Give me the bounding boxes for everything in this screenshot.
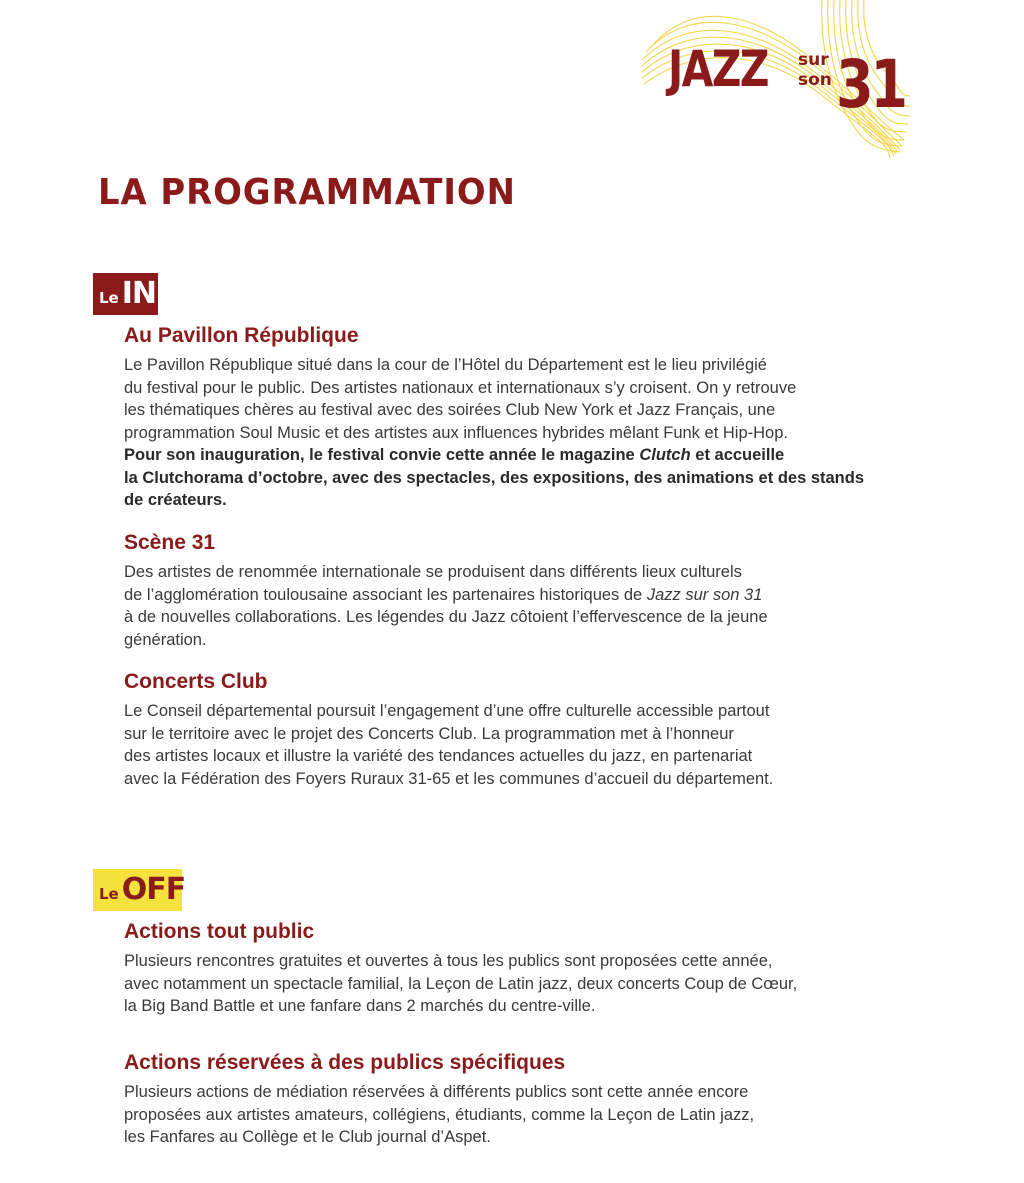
bold-text: et accueille [695, 446, 785, 464]
page-title: LA PROGRAMMATION [98, 172, 516, 213]
body-line: du festival pour le public. Des artistes nationaux et internationaux s’y croisent. On y retrouve [124, 378, 797, 397]
bold-text: Pour son inauguration, le festival convie cette année le magazine [124, 446, 635, 464]
badge-in-label: IN [121, 276, 157, 311]
body-line: avec la Fédération des Foyers Ruraux 31-65 et les communes d’accueil du département. [124, 769, 774, 788]
body-line: proposées aux artistes amateurs, collégiens, étudiants, comme la Leçon de Latin jazz, [124, 1105, 755, 1124]
logo-number: 31 [836, 46, 905, 123]
section-body [124, 950, 924, 1018]
logo-word-jazz: JAZZ [668, 40, 768, 98]
section-actions-tout-public [124, 918, 924, 1018]
body-line: Le Conseil départemental poursuit l’engagement d’une offre culturelle accessible partout [124, 702, 770, 720]
section-body [124, 561, 924, 651]
section-title: Actions tout public [124, 920, 315, 943]
magazine-name: Clutch [639, 446, 691, 464]
body-line: les Fanfares au Collège et le Club journal d’Aspet. [124, 1128, 491, 1146]
section-concerts-club [124, 668, 924, 790]
logo-word-sur: sur [798, 50, 829, 70]
section-scene-31 [124, 529, 924, 651]
festival-name: Jazz sur son 31 [646, 585, 763, 604]
body-line: Plusieurs actions de médiation réservées à différents publics sont cette année encore [124, 1083, 749, 1101]
body-line: des artistes locaux et illustre la variété des tendances actuelles du jazz, en partenariat [124, 747, 753, 765]
badge-off-prefix: Le [99, 885, 119, 903]
body-line [124, 584, 924, 607]
badge-le-off [93, 869, 186, 911]
body-line: à de nouvelles collaborations. Les légendes du Jazz côtoient l’effervescence de la jeune [124, 608, 768, 626]
body-line: programmation Soul Music et des artistes aux influences hybrides mêlant Funk et Hip-Hop. [124, 423, 788, 442]
badge-le-in [93, 273, 158, 315]
bold-line: de créateurs. [124, 491, 227, 509]
section-body [124, 1081, 924, 1149]
body-line: Des artistes de renommée internationale se produisent dans différents lieux culturels [124, 563, 742, 581]
body-line: Le Pavillon République situé dans la cour de l’Hôtel du Département est le lieu privilégié [124, 356, 767, 374]
body-line: sur le territoire avec le projet des Concerts Club. La programmation met à l’honneur [124, 724, 734, 743]
body-line: les thématiques chères au festival avec des soirées Club New York et Jazz Français, une [124, 401, 776, 419]
section-title: Au Pavillon République [124, 324, 359, 347]
body-line: avec notamment un spectacle familial, la Leçon de Latin jazz, deux concerts Coup de Cœur, [124, 974, 798, 993]
festival-logo [632, 0, 912, 160]
body-line: la Big Band Battle et une fanfare dans 2 marchés du centre-ville. [124, 997, 596, 1015]
section-body [124, 700, 924, 790]
body-text: de l’agglomération toulousaine associant les partenaires historiques de [124, 585, 643, 604]
body-line: génération. [124, 630, 207, 649]
section-title: Concerts Club [124, 670, 268, 693]
section-title: Scène 31 [124, 531, 216, 554]
section-title: Actions réservées à des publics spécifiques [124, 1051, 566, 1074]
badge-off-label: OFF [121, 872, 186, 907]
bold-line: la Clutchorama d’octobre, avec des spectacles, des expositions, des animations et des stands [124, 468, 865, 487]
bold-line [124, 444, 924, 467]
badge-in-prefix: Le [99, 289, 119, 307]
section-pavillon-republique [124, 322, 924, 512]
section-actions-publics-specifiques [124, 1049, 924, 1149]
body-line: Plusieurs rencontres gratuites et ouvertes à tous les publics sont proposées cette année, [124, 952, 773, 970]
section-body [124, 354, 924, 512]
logo-word-son: son [798, 70, 832, 90]
